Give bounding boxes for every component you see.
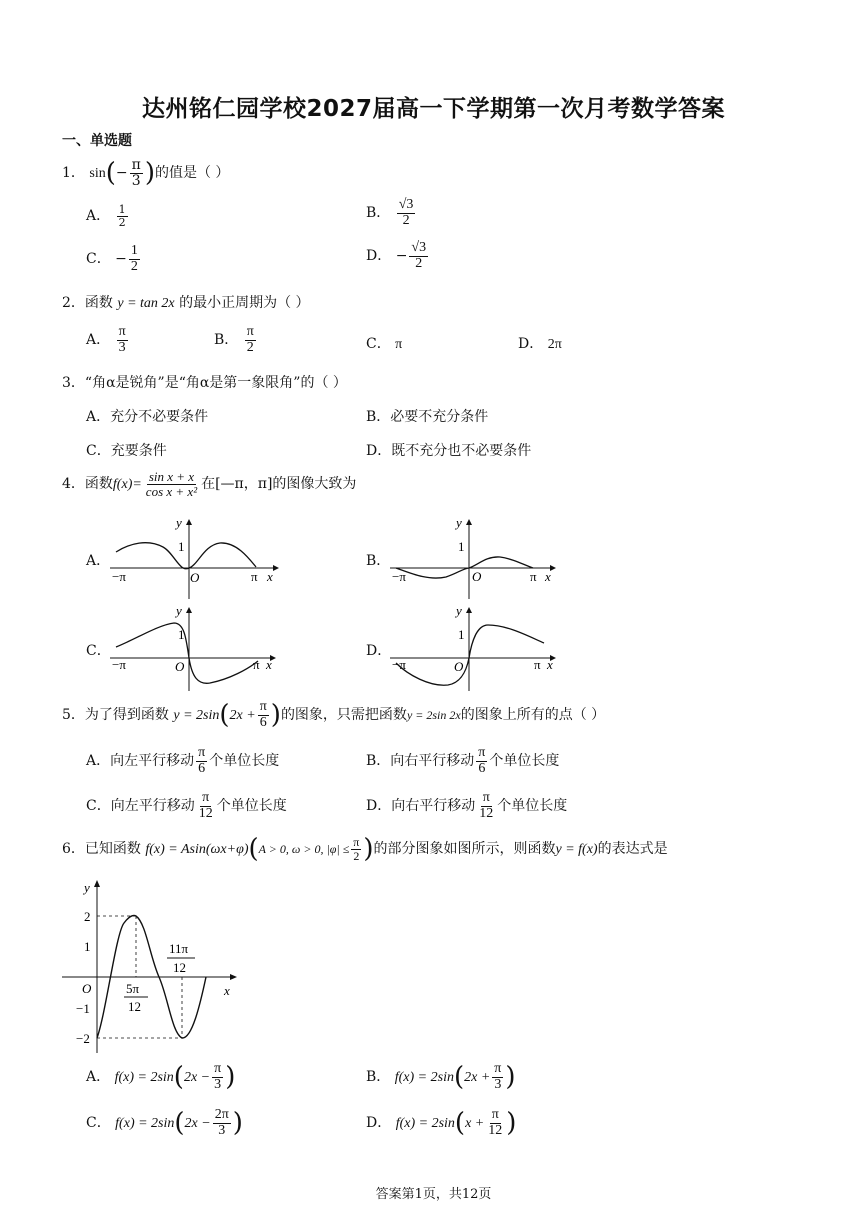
paren-close: ): [232, 1108, 243, 1139]
stem-text: 为了得到函数: [84, 707, 169, 724]
denominator: 2: [130, 258, 138, 274]
x-label-a-den: 12: [128, 999, 141, 1014]
fraction: [258, 700, 269, 730]
q2-option-a[interactable]: [86, 325, 130, 355]
fraction: [409, 241, 428, 271]
origin-label: O: [454, 659, 464, 674]
option-label: A．: [86, 332, 111, 349]
axis-y-label: y: [176, 603, 182, 618]
stem-text: 在[—π，π]的图像大致为: [201, 476, 357, 493]
fraction: [196, 746, 207, 776]
denominator: cos x + x²: [145, 483, 198, 499]
x-axis-arrow: [273, 565, 279, 571]
question-5-stem: [62, 700, 605, 730]
option-label: D．: [518, 336, 544, 352]
axis-y-label: y: [456, 515, 462, 530]
option-lhs: f(x) = 2sin: [114, 1070, 174, 1086]
numerator: π: [246, 324, 254, 339]
q1-option-a[interactable]: [86, 204, 130, 228]
option-label: A．: [86, 208, 111, 225]
q6-option-c[interactable]: [86, 1108, 243, 1138]
x-axis-arrow: [550, 565, 556, 571]
function-expression: y = 2sin 2x: [406, 708, 461, 723]
tick-one: 1: [458, 539, 465, 554]
inner-expression: 2x −: [183, 1070, 211, 1086]
denominator: 3: [494, 1076, 502, 1092]
paren-close: ): [506, 1108, 517, 1139]
numerator: π: [118, 324, 126, 339]
tick-neg-pi: −π: [392, 569, 406, 584]
tick-one: 1: [178, 627, 185, 642]
denominator: 2: [118, 215, 126, 229]
x-label-b-num: 11π: [169, 941, 189, 956]
q2-option-b[interactable]: [214, 325, 258, 355]
option-text: C．向左平行移动: [86, 798, 195, 815]
y-axis-arrow: [186, 607, 192, 613]
q1-option-b[interactable]: [366, 198, 417, 228]
numerator: 2π: [214, 1107, 229, 1122]
origin-label: O: [190, 570, 200, 585]
q3-option-a[interactable]: A．充分不必要条件: [86, 409, 209, 425]
fraction: [351, 836, 361, 862]
option-label: B．: [366, 1069, 391, 1086]
axis-y-label: y: [84, 880, 90, 895]
fraction: [476, 746, 487, 776]
question-1-stem: [62, 158, 229, 188]
denominator: 3: [118, 339, 126, 355]
y-axis-arrow: [94, 880, 100, 887]
option-label: A．: [86, 1069, 111, 1086]
tick-one: 1: [178, 539, 185, 554]
numerator: sin x + x: [148, 469, 195, 484]
paren-open: (: [105, 158, 116, 189]
function-expression: y = tan 2x: [117, 296, 175, 311]
paren-open: (: [219, 700, 230, 731]
option-lhs: f(x) = 2sin: [394, 1070, 454, 1086]
option-text: 个单位长度: [489, 753, 560, 770]
q4-graph-d[interactable]: [388, 603, 563, 693]
question-3-stem: [62, 372, 347, 392]
question-number: 4．: [62, 476, 85, 493]
option-label: B．: [366, 205, 391, 222]
tick-neg-pi: −π: [112, 657, 126, 672]
fraction: [117, 204, 128, 228]
tick-one: 1: [458, 627, 465, 642]
option-text: A．向左平行移动: [86, 753, 195, 770]
numerator: π: [353, 834, 360, 849]
q5-option-b[interactable]: [366, 746, 559, 776]
numerator: π: [131, 157, 141, 173]
paren-open: (: [453, 1062, 465, 1093]
denominator: 2: [246, 339, 254, 355]
fraction: [117, 325, 128, 355]
denominator: 2: [353, 848, 360, 863]
axis-x-label: x: [267, 569, 273, 584]
denominator: 3: [131, 172, 141, 189]
option-text: 个单位长度: [216, 798, 287, 815]
q6-option-b[interactable]: [366, 1062, 516, 1092]
numerator: π: [491, 1107, 499, 1122]
function-expression: y = f(x): [555, 842, 598, 857]
axis-x-label: x: [547, 657, 553, 672]
option-lhs: f(x) = 2sin: [395, 1116, 455, 1132]
option-label: B．: [214, 332, 239, 349]
origin-label: O: [175, 659, 185, 674]
page-footer: 答案第1页，共12页: [375, 1187, 492, 1202]
option-text: D．向右平行移动: [366, 798, 476, 815]
y-tick-neg2: −2: [76, 1031, 90, 1046]
stem-text: 的图象上所有的点（ ）: [460, 707, 606, 724]
q1-option-d[interactable]: [366, 241, 430, 271]
x-label-a-num: 5π: [126, 981, 140, 996]
curve: [116, 623, 258, 683]
denominator: 12: [198, 805, 213, 821]
inner-expression: 2x +: [229, 708, 256, 724]
q3-option-c[interactable]: C．充要条件: [86, 443, 167, 459]
stem-text: 的图象，只需把函数: [280, 707, 407, 724]
fraction: [129, 244, 140, 274]
neg-sign: −: [115, 165, 128, 182]
option-lhs: f(x) = 2sin: [115, 1116, 175, 1132]
denominator: 6: [198, 760, 206, 776]
option-text: 个单位长度: [209, 753, 280, 770]
stem-tail: 的值是（ ）: [154, 165, 230, 182]
sin-function: sin: [89, 166, 106, 182]
numerator: π: [259, 699, 267, 714]
fraction: [477, 791, 495, 821]
option-label: C．: [86, 1115, 111, 1132]
paren-open: (: [174, 1108, 185, 1139]
option-value: 2π: [547, 337, 562, 352]
question-2-stem: [62, 292, 310, 312]
q4-option-c-label[interactable]: C．: [86, 643, 111, 659]
fraction: [130, 158, 143, 188]
q5-option-a[interactable]: [86, 746, 279, 776]
q6-graph: [60, 875, 250, 1055]
stem-text: 的部分图象如图所示，则函数: [373, 841, 556, 857]
numerator: π: [478, 745, 486, 760]
x-axis-arrow: [230, 974, 237, 980]
section-heading: 一、单选题: [62, 133, 132, 149]
fraction: [197, 791, 215, 821]
paren-close: ): [144, 158, 155, 189]
inner-expression: x +: [465, 1116, 485, 1132]
fraction: [245, 325, 256, 355]
denominator: 6: [259, 714, 267, 730]
curve: [116, 543, 256, 569]
axis-x-label: x: [545, 569, 551, 584]
stem-text: 函数: [84, 476, 113, 493]
fraction: [144, 470, 199, 498]
denominator: 12: [488, 1122, 503, 1138]
q5-option-d[interactable]: [366, 791, 567, 821]
paren-open: (: [248, 834, 259, 864]
numerator: π: [214, 1061, 222, 1076]
origin-label: O: [472, 569, 482, 584]
neg-sign: −: [115, 251, 127, 268]
stem-text: 函数: [84, 295, 113, 311]
stem-text: 已知函数: [84, 841, 141, 857]
denominator: 3: [214, 1076, 222, 1092]
fraction: [213, 1108, 231, 1138]
page-title: 达州铭仁园学校2027届高一下学期第一次月考数学答案: [141, 96, 725, 122]
q4-graph-a[interactable]: [108, 515, 283, 601]
paren-close: ): [225, 1062, 236, 1093]
stem-text: 的最小正周期为（ ）: [179, 295, 310, 311]
function-name: f(x)=: [112, 477, 142, 493]
stem-text: “角α是锐角”是“角α是第一象限角”的（ ）: [84, 375, 347, 391]
paren-close: ): [363, 834, 374, 864]
y-axis-arrow: [466, 607, 472, 613]
q3-option-b[interactable]: B．必要不充分条件: [366, 409, 489, 425]
y-axis-arrow: [466, 519, 472, 525]
question-number: 6．: [62, 841, 85, 857]
denominator: 2: [402, 212, 410, 228]
numerator: √3: [411, 240, 427, 255]
question-6-stem: [62, 834, 668, 864]
q4-option-d-label[interactable]: D．: [366, 643, 392, 659]
fraction: [486, 1108, 504, 1138]
y-tick-2: 2: [84, 909, 91, 924]
fraction: [212, 1062, 223, 1092]
q4-option-a-label[interactable]: A．: [86, 553, 111, 569]
inner-expression: 2x +: [464, 1070, 491, 1086]
origin-label: O: [82, 981, 92, 996]
fraction: [492, 1062, 503, 1092]
numerator: π: [494, 1061, 502, 1076]
denominator: 6: [478, 760, 486, 776]
tick-neg-pi: −π: [392, 657, 406, 672]
tick-pi: π: [530, 569, 537, 584]
axis-y-label: y: [176, 515, 182, 530]
question-number: 1．: [62, 165, 85, 182]
inner-expression: 2x −: [184, 1116, 211, 1132]
stem-text: 的表达式是: [597, 841, 668, 857]
tick-pi: π: [251, 569, 258, 584]
neg-sign: −: [395, 248, 408, 265]
q4-graph-b[interactable]: [388, 515, 563, 601]
function-expression: f(x) = Asin(ωx+φ): [145, 842, 249, 857]
option-text: B．向右平行移动: [366, 753, 475, 770]
numerator: π: [198, 745, 206, 760]
option-value: π: [395, 337, 403, 352]
axis-y-label: y: [456, 603, 462, 618]
numerator: π: [202, 790, 210, 805]
option-label: C．: [366, 336, 391, 352]
tick-neg-pi: −π: [112, 569, 126, 584]
condition-expression: A > 0, ω > 0, |φ| ≤: [258, 842, 350, 856]
option-label: D．: [366, 248, 392, 265]
q6-option-d[interactable]: [366, 1108, 516, 1138]
tick-pi: π: [534, 657, 541, 672]
paren-close: ): [270, 700, 281, 731]
axis-x-label: x: [224, 983, 230, 998]
q4-graph-c[interactable]: [108, 603, 283, 693]
curve: [396, 625, 544, 685]
q2-option-c[interactable]: [366, 333, 402, 353]
option-text: 个单位长度: [497, 798, 568, 815]
option-label: C．: [86, 251, 111, 268]
q3-option-d[interactable]: D．既不充分也不必要条件: [366, 443, 532, 459]
numerator: π: [482, 790, 490, 805]
axis-x-label: x: [266, 657, 272, 672]
tick-pi: π: [253, 657, 260, 672]
q2-option-d[interactable]: [518, 333, 562, 353]
function-expression: y = 2sin: [173, 708, 220, 724]
denominator: 12: [479, 805, 494, 821]
denominator: 3: [218, 1122, 226, 1138]
q5-option-c[interactable]: [86, 791, 287, 821]
paren-open: (: [454, 1108, 466, 1139]
x-label-b-den: 12: [173, 960, 186, 975]
fraction: [397, 198, 416, 228]
numerator: 1: [118, 203, 126, 216]
question-number: 2．: [62, 295, 85, 311]
numerator: √3: [398, 197, 414, 212]
q1-option-c[interactable]: [86, 244, 142, 274]
question-4-stem: [62, 470, 356, 498]
question-number: 5．: [62, 707, 85, 724]
y-tick-neg1: −1: [76, 1001, 90, 1016]
q6-option-a[interactable]: [86, 1062, 235, 1092]
y-tick-1: 1: [84, 939, 91, 954]
paren-open: (: [173, 1062, 184, 1093]
denominator: 2: [415, 255, 423, 271]
q4-option-b-label[interactable]: B．: [366, 553, 391, 569]
paren-close: ): [505, 1062, 516, 1093]
option-label: D．: [366, 1115, 392, 1132]
y-axis-arrow: [186, 519, 192, 525]
question-number: 3．: [62, 375, 85, 391]
numerator: 1: [130, 243, 138, 258]
